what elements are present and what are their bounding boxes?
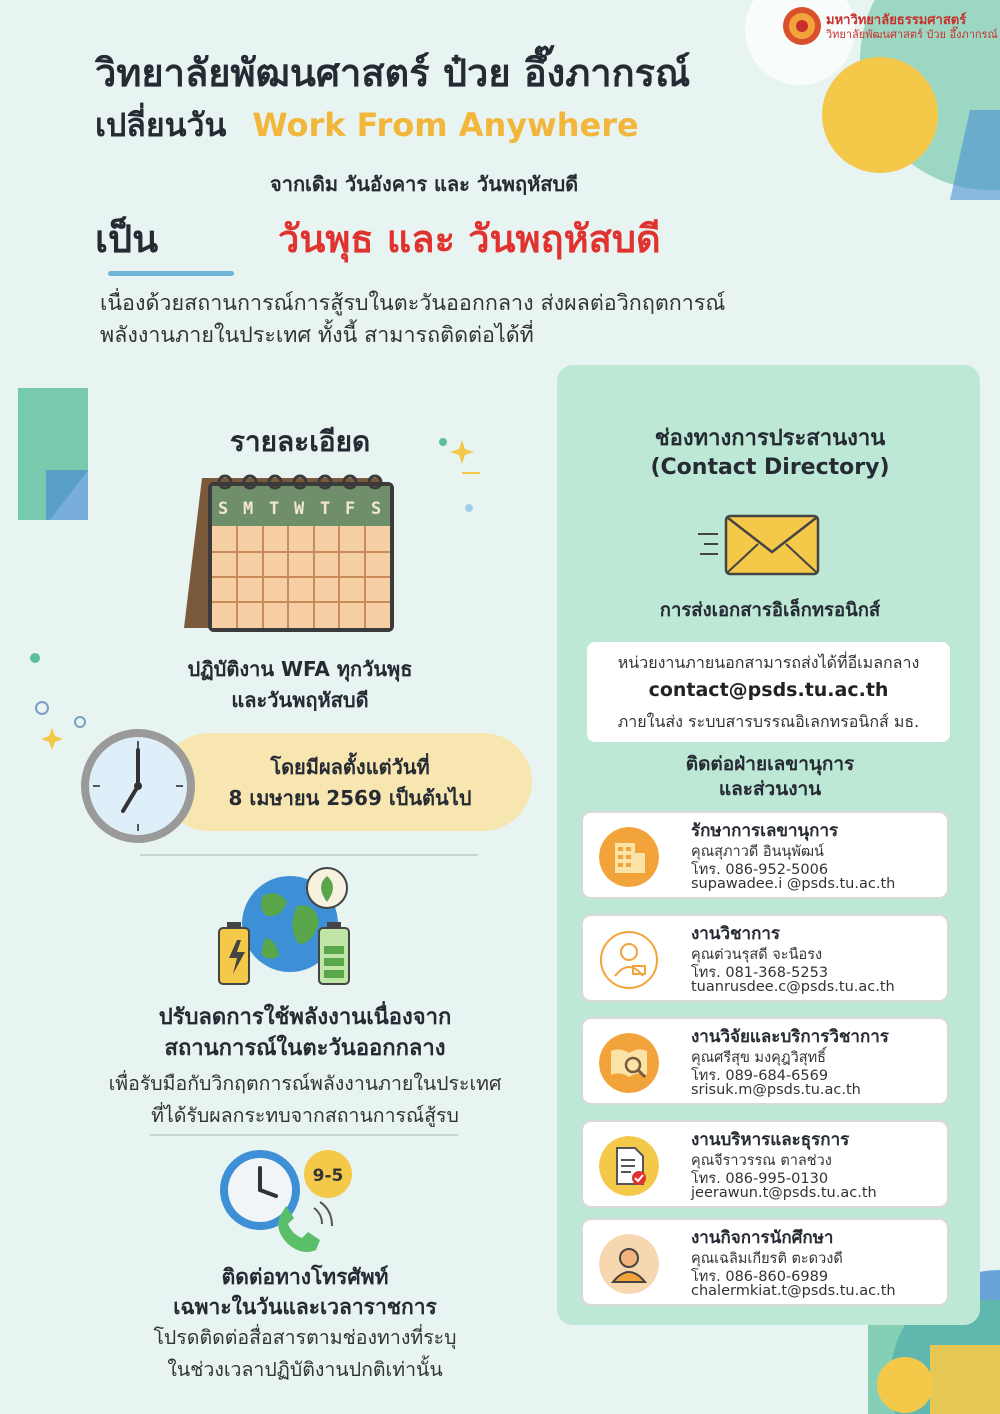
phone-desc-line-2: ในช่วงเวลาปฏิบัติงานปกติเท่านั้น: [167, 1358, 443, 1381]
card-email[interactable]: chalermkiat.t@psds.tu.ac.th: [691, 1283, 896, 1299]
energy-description: [55, 1068, 555, 1132]
contact-card-academic: [581, 914, 949, 1002]
page-title: วิทยาลัยพัฒนศาสตร์ ป๋วย อึ๊งภากรณ์: [95, 51, 691, 95]
central-email-link[interactable]: contact@psds.tu.ac.th: [648, 679, 889, 701]
card-email[interactable]: srisuk.m@psds.tu.ac.th: [691, 1082, 861, 1098]
calendar-day-6: S: [371, 499, 382, 519]
departments-heading-line-1: ติดต่อฝ่ายเลขานุการ: [685, 753, 855, 775]
contact-card-research: [581, 1017, 949, 1105]
calendar-day-4: T: [320, 499, 331, 519]
reason-line-1: เนื่องด้วยสถานการณ์การสู้รบในตะวันออกกลาง ส่งผลต่อวิกฤตการณ์: [100, 291, 726, 316]
card-title: งานวิชาการ: [691, 924, 781, 944]
phone-heading-line-2: เฉพาะในวันและเวลาราชการ: [173, 1295, 437, 1319]
card-phone[interactable]: โทร. 086-995-0130: [691, 1171, 829, 1187]
phone-desc-line-1: โปรดติดต่อสื่อสารตามช่องทางที่ระบุ: [153, 1326, 457, 1349]
teacher-icon: [599, 930, 659, 990]
document-check-icon: [599, 1136, 659, 1196]
contact-card-secretary: [581, 811, 949, 899]
logo-college-name: วิทยาลัยพัฒนศาสตร์ ป๋วย อึ๊งภากรณ์: [826, 28, 998, 41]
office-hours-phone-icon: [218, 1148, 362, 1258]
card-phone[interactable]: โทร. 086-860-6989: [691, 1269, 829, 1285]
calendar-day-3: W: [294, 499, 305, 519]
contact-heading: [570, 424, 970, 482]
effective-line-2: 8 เมษายน 2569 เป็นต้นไป: [228, 786, 472, 810]
energy-desc-line-2: ที่ได้รับผลกระทบจากสถานการณ์สู้รบ: [151, 1104, 459, 1127]
title-underline: [108, 271, 234, 276]
effective-date: [180, 752, 520, 814]
calendar-day-5: F: [345, 499, 356, 519]
energy-desc-line-1: เพื่อรับมือกับวิกฤตการณ์พลังงานภายในประเทศ: [108, 1072, 502, 1095]
phone-description: [80, 1322, 530, 1386]
phone-heading: [80, 1262, 530, 1322]
calendar-icon: [180, 468, 410, 640]
new-days: วันพุธ และ วันพฤหัสบดี: [278, 217, 661, 261]
card-email[interactable]: supawadee.i @psds.tu.ac.th: [691, 876, 896, 892]
hours-badge: 9-5: [312, 1166, 344, 1186]
departments-heading: [600, 752, 940, 802]
wfa-line-2: และวันพฤหัสบดี: [231, 688, 369, 712]
card-name: คุณสุภาวดี อินนุพัฒน์: [691, 844, 824, 860]
contact-heading-line-1: ช่องทางการประสานงาน: [654, 426, 886, 451]
card-title: งานกิจการนักศึกษา: [691, 1228, 834, 1248]
building-icon: [599, 827, 659, 887]
departments-heading-line-2: และส่วนงาน: [718, 778, 822, 800]
contact-card-administration: [581, 1120, 949, 1208]
research-icon: [599, 1033, 659, 1093]
new-days-label: เป็น: [95, 217, 159, 261]
card-name: คุณเฉลิมเกียรติ ตะดวงดี: [691, 1251, 843, 1267]
internal-note: ภายในส่ง ระบบสารบรรณอิเลกทรอนิกส์ มธ.: [617, 712, 920, 731]
effective-line-1: โดยมีผลตั้งแต่วันที่: [270, 755, 430, 779]
contact-heading-line-2: (Contact Directory): [650, 455, 890, 480]
energy-heading: [70, 1002, 540, 1064]
phone-heading-line-1: ติดต่อทางโทรศัพท์: [221, 1265, 389, 1289]
energy-globe-icon: [215, 866, 360, 988]
divider: [150, 1134, 458, 1136]
card-title: งานบริหารและธุรการ: [691, 1130, 850, 1150]
energy-heading-line-1: ปรับลดการใช้พลังงานเนื่องจาก: [158, 1005, 452, 1030]
card-phone[interactable]: โทร. 081-368-5253: [691, 965, 829, 981]
central-email-box: [587, 642, 950, 742]
card-name: คุณต่วนรุสดี จะนือรง: [691, 947, 823, 963]
divider: [140, 854, 478, 856]
student-icon: [599, 1234, 659, 1294]
subtitle-prefix: เปลี่ยนวัน: [95, 106, 227, 144]
card-name: คุณศรีสุข มงคุฎวิสุทธิ์: [691, 1050, 826, 1066]
card-name: คุณจีราวรรณ ตาลช่วง: [691, 1153, 832, 1169]
reason-line-2: พลังงานภายในประเทศ ทั้งนี้ สามารถติดต่อได้ที่: [100, 323, 534, 348]
subtitle-highlight: Work From Anywhere: [252, 106, 639, 144]
card-phone[interactable]: โทร. 086-952-5006: [691, 862, 829, 878]
reason-text: [100, 288, 860, 352]
envelope-icon: [696, 512, 822, 578]
wfa-line-1: ปฏิบัติงาน WFA ทุกวันพุธ: [187, 657, 413, 681]
card-email[interactable]: jeerawun.t@psds.tu.ac.th: [691, 1185, 877, 1201]
card-phone[interactable]: โทร. 089-684-6569: [691, 1068, 829, 1084]
edoc-heading: การส่งเอกสารอิเล็กทรอนิกส์: [659, 600, 881, 621]
logo-university-name: มหาวิทยาลัยธรรมศาสตร์: [826, 13, 967, 28]
card-title: งานวิจัยและบริการวิชาการ: [691, 1027, 889, 1047]
contact-card-student-affairs: [581, 1218, 949, 1306]
details-heading: รายละเอียด: [229, 425, 371, 458]
calendar-day-0: S: [218, 499, 229, 519]
card-title: รักษาการเลขานุการ: [691, 821, 839, 841]
calendar-day-2: T: [269, 499, 280, 519]
calendar-day-1: M: [243, 499, 254, 519]
card-email[interactable]: tuanrusdee.c@psds.tu.ac.th: [691, 979, 895, 995]
subtitle: [95, 100, 639, 151]
original-days: จากเดิม วันอังคาร และ วันพฤหัสบดี: [270, 172, 579, 196]
energy-heading-line-2: สถานการณ์ในตะวันออกกลาง: [164, 1036, 446, 1061]
email-note: หน่วยงานภายนอกสามารถส่งได้ที่อีเมลกลาง: [617, 653, 920, 672]
university-seal-icon: [782, 6, 822, 46]
wfa-schedule: [120, 654, 480, 716]
